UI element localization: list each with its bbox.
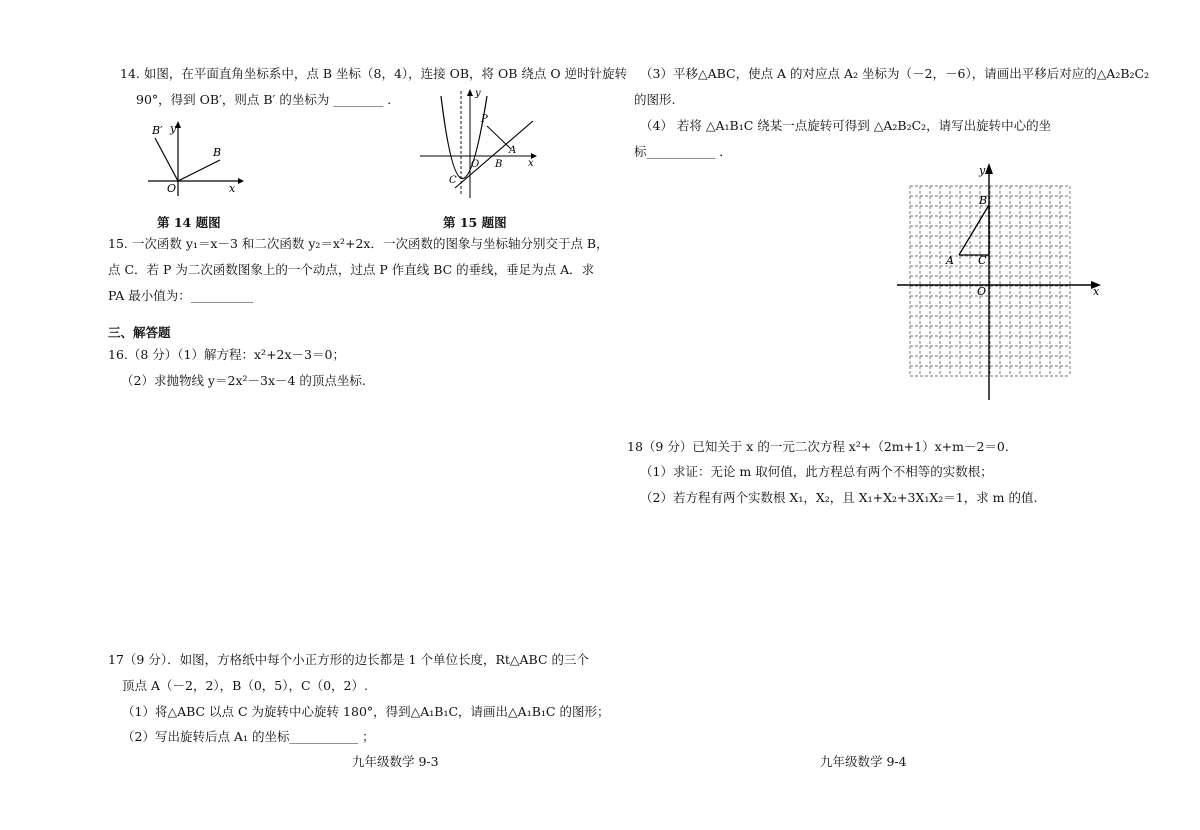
q17-part4-line1: （4） 若将 △A₁B₁C 绕某一点旋转可得到 △A₂B₂C₂，请写出旋转中心的坐 bbox=[640, 118, 1052, 133]
fig15-label-p: P bbox=[481, 114, 488, 125]
q15-line1: 15. 一次函数 y₁＝x－3 和二次函数 y₂＝x²+2x．一次函数的图象与坐标轴分别交于点 B， bbox=[108, 236, 609, 251]
page-footer-left: 九年级数学 9-3 bbox=[352, 754, 439, 769]
coordinate-grid-figure bbox=[895, 160, 1105, 405]
fig14-label-y: y bbox=[170, 122, 177, 135]
fig15-label-y: y bbox=[475, 88, 481, 99]
q17-part3-line2: 的图形. bbox=[634, 92, 676, 107]
q16-line2: （2）求抛物线 y＝2x²－3x－4 的顶点坐标. bbox=[121, 373, 366, 388]
fig15-label-c: C bbox=[449, 175, 457, 186]
grid-lines bbox=[910, 186, 1070, 376]
q15-line3: PA 最小值为：__________ bbox=[108, 288, 254, 303]
q14-line2: 90°，得到 OB′，则点 B′ 的坐标为 ________ ． bbox=[136, 92, 400, 107]
q15-line2: 点 C．若 P 为二次函数图象上的一个动点，过点 P 作直线 BC 的垂线，垂足为点 A．求 bbox=[108, 262, 595, 277]
q17-part3-line1: （3）平移△ABC，使点 A 的对应点 A₂ 坐标为（－2，－6），请画出平移后对应的△A₂B₂C₂ bbox=[640, 66, 1150, 81]
q17-part4-line2: 标___________ ． bbox=[634, 144, 732, 159]
grid-label-a: A bbox=[946, 254, 954, 267]
fig15-caption: 第 15 题图 bbox=[443, 215, 507, 230]
fig15-label-x: x bbox=[528, 158, 534, 169]
fig15-label-b: B bbox=[495, 159, 503, 170]
q18-line1: 18（9 分）已知关于 x 的一元二次方程 x²+（2m+1）x+m－2＝0. bbox=[627, 439, 1009, 454]
figure-15 bbox=[415, 86, 540, 201]
page-footer-right: 九年级数学 9-4 bbox=[820, 754, 907, 769]
fig15-label-o: O bbox=[471, 159, 480, 170]
figure-14 bbox=[140, 118, 250, 198]
q17-line1: 17（9 分）．如图，方格纸中每个小正方形的边长都是 1 个单位长度，Rt△ABC 的三个 bbox=[108, 652, 590, 667]
fig14-label-b: B bbox=[213, 146, 222, 159]
grid-label-c: C bbox=[978, 254, 987, 267]
q18-line2: （1）求证：无论 m 取何值，此方程总有两个不相等的实数根； bbox=[640, 464, 993, 479]
q17-line4: （2）写出旋转后点 A₁ 的坐标___________ ； bbox=[122, 729, 375, 744]
grid-label-x: x bbox=[1093, 285, 1100, 298]
q17-line3: （1）将△ABC 以点 C 为旋转中心旋转 180°，得到△A₁B₁C，请画出△A₁B₁C 的图形； bbox=[122, 704, 610, 719]
fig14-label-o: O bbox=[167, 182, 177, 195]
grid-label-o: O bbox=[977, 285, 987, 298]
fig14-caption: 第 14 题图 bbox=[157, 215, 221, 230]
q14-line1: 14. 如图，在平面直角坐标系中，点 B 坐标（8，4），连接 OB，将 OB 绕点 O 逆时针旋转 bbox=[120, 66, 628, 81]
q17-line2: 顶点 A（－2，2），B（0，5），C（0，2）. bbox=[122, 678, 368, 693]
q16-line1: 16.（8 分）（1）解方程：x²+2x－3＝0； bbox=[108, 347, 345, 362]
q18-line3: （2）若方程有两个实数根 X₁，X₂，且 X₁+X₂+3X₁X₂＝1，求 m 的值. bbox=[640, 490, 1038, 505]
fig14-label-bprime: B′ bbox=[152, 124, 163, 137]
grid-label-y: y bbox=[979, 164, 986, 177]
fig15-label-a: A bbox=[509, 145, 517, 156]
fig14-label-x: x bbox=[229, 182, 236, 195]
section-title: 三、解答题 bbox=[108, 325, 171, 340]
grid-label-b: B bbox=[979, 194, 988, 207]
